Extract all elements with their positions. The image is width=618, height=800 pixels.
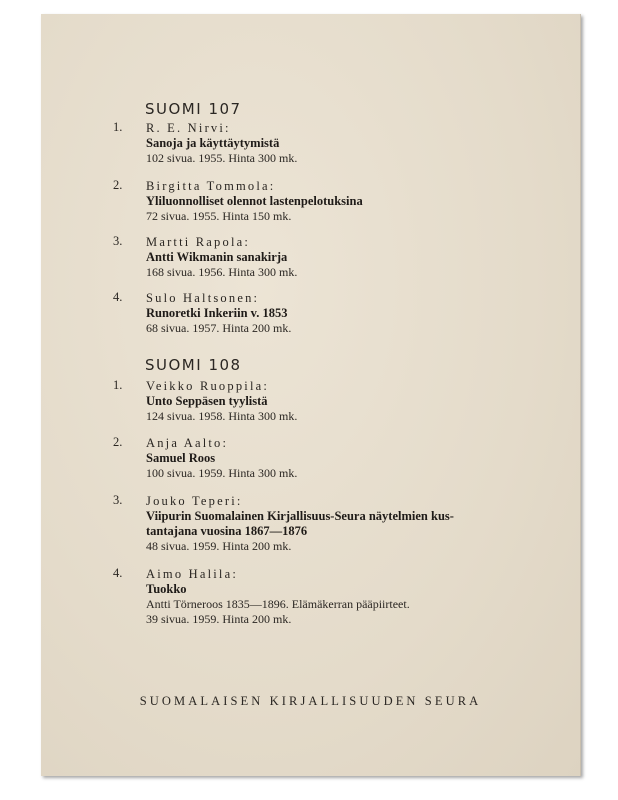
- entry-author: Veikko Ruoppila:: [146, 379, 270, 393]
- entry-number: 1.: [113, 378, 123, 392]
- entry-title-line-1: Viipurin Suomalainen Kirjallisuus-Seura näytelmien kus-: [146, 509, 454, 523]
- series-title-suomi-107: SUOMI 107: [145, 100, 242, 118]
- entry-number: 2.: [113, 435, 123, 449]
- entry-info: 68 sivua. 1957. Hinta 200 mk.: [146, 321, 292, 335]
- entry-subtitle: Antti Törneroos 1835—1896. Elämäkerran pääpiirteet.: [146, 597, 410, 611]
- entry-number: 1.: [113, 120, 123, 134]
- entry-info: 102 sivua. 1955. Hinta 300 mk.: [146, 151, 298, 165]
- series-title-suomi-108: SUOMI 108: [145, 356, 242, 374]
- entry-title: Runoretki Inkeriin v. 1853: [146, 306, 288, 320]
- entry-info: 48 sivua. 1959. Hinta 200 mk.: [146, 539, 292, 553]
- entry-number: 2.: [113, 178, 123, 192]
- entry-number: 3.: [113, 234, 123, 248]
- entry-title: Unto Seppäsen tyylistä: [146, 394, 268, 408]
- entry-number: 4.: [113, 290, 123, 304]
- entry-title: Samuel Roos: [146, 451, 216, 465]
- entry-author: Birgitta Tommola:: [146, 179, 276, 193]
- entry-info: 124 sivua. 1958. Hinta 300 mk.: [146, 409, 298, 423]
- entry-author: Aimo Halila:: [146, 567, 239, 581]
- entry-author: Sulo Haltsonen:: [146, 291, 260, 305]
- entry-author: Jouko Teperi:: [146, 494, 243, 508]
- entry-info: 72 sivua. 1955. Hinta 150 mk.: [146, 209, 292, 223]
- entry-title: Sanoja ja käyttäytymistä: [146, 136, 280, 150]
- entry-author: Anja Aalto:: [146, 436, 229, 450]
- entry-title: Antti Wikmanin sanakirja: [146, 250, 288, 264]
- publisher-footer: SUOMALAISEN KIRJALLISUUDEN SEURA: [139, 694, 482, 708]
- entry-title-line-2: tantajana vuosina 1867—1876: [146, 524, 308, 538]
- entry-number: 3.: [113, 493, 123, 507]
- entry-info: 100 sivua. 1959. Hinta 300 mk.: [146, 466, 298, 480]
- entry-author: Martti Rapola:: [146, 235, 251, 249]
- book-back-cover: [41, 14, 581, 776]
- entry-number: 4.: [113, 566, 123, 580]
- entry-info: 39 sivua. 1959. Hinta 200 mk.: [146, 612, 292, 626]
- entry-title: Yliluonnolliset olennot lastenpelotuksina: [146, 194, 363, 208]
- entry-info: 168 sivua. 1956. Hinta 300 mk.: [146, 265, 298, 279]
- entry-author: R. E. Nirvi:: [146, 121, 231, 135]
- entry-title: Tuokko: [146, 582, 187, 596]
